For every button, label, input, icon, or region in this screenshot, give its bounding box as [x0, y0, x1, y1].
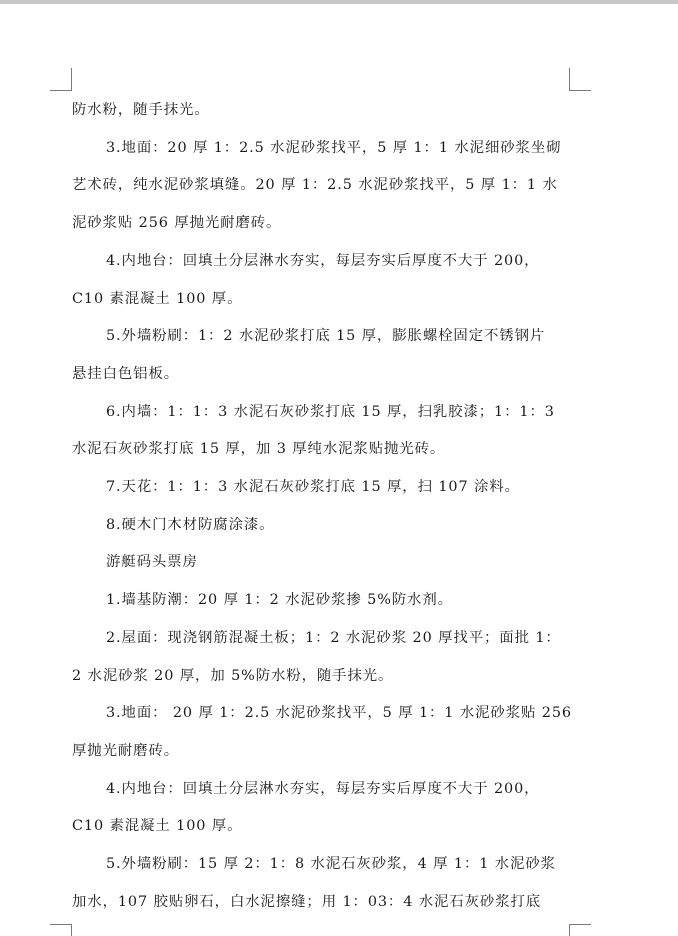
text-line: 3.地面： 20 厚 1：2.5 水泥砂浆找平，5 厚 1：1 水泥砂浆贴 256 — [106, 705, 572, 722]
text-line: C10 素混凝土 100 厚。 — [72, 290, 243, 307]
text-line: 5.外墙粉刷：15 厚 2：1：8 水泥石灰砂浆，4 厚 1：1 水泥砂浆 — [106, 856, 556, 873]
document-page — [0, 4, 678, 931]
text-line: 3.地面：20 厚 1：2.5 水泥砂浆找平，5 厚 1：1 水泥细砂浆坐砌 — [106, 139, 562, 156]
text-line: 水泥石灰砂浆打底 15 厚，加 3 厚纯水泥浆贴抛光砖。 — [72, 441, 446, 458]
document-body[interactable] — [72, 92, 578, 921]
text-line: 8.硬木门木材防腐涂漆。 — [106, 516, 275, 533]
margin-corner-top-left — [50, 68, 72, 91]
text-line: 泥砂浆贴 256 厚抛光耐磨砖。 — [72, 215, 282, 232]
section-heading: 游艇码头票房 — [106, 554, 198, 571]
text-line: 艺术砖，纯水泥砂浆填缝。20 厚 1：2.5 水泥砂浆找平，5 厚 1：1 水 — [72, 177, 558, 194]
text-line: 6.内墙：1：1：3 水泥石灰砂浆打底 15 厚，扫乳胶漆；1：1：3 — [106, 403, 555, 420]
text-line: 防水粉，随手抹光。 — [72, 102, 210, 118]
text-line: 5.外墙粉刷：1：2 水泥砂浆打底 15 厚，膨胀螺栓固定不锈钢片 — [106, 328, 546, 345]
text-line: 7.天花：1：1：3 水泥石灰砂浆打底 15 厚，扫 107 涂料。 — [106, 479, 520, 496]
text-line: 加水，107 胶贴卵石，白水泥擦缝；用 1：03：4 水泥石灰砂浆打底 — [72, 893, 542, 910]
text-line: 悬挂白色铝板。 — [72, 365, 180, 382]
text-line: 4.内地台：回填土分层淋水夯实，每层夯实后厚度不大于 200， — [106, 252, 540, 269]
text-line: 厚抛光耐磨砖。 — [72, 742, 180, 759]
text-line: C10 素混凝土 100 厚。 — [72, 818, 243, 835]
margin-corner-top-right — [569, 68, 591, 91]
margin-corner-bottom-right — [569, 924, 591, 936]
text-line: 1.墙基防潮：20 厚 1：2 水泥砂浆掺 5%防水剂。 — [106, 592, 453, 609]
margin-corner-bottom-left — [50, 924, 72, 936]
text-line: 2.屋面：现浇钢筋混凝土板；1：2 水泥砂浆 20 厚找平；面批 1： — [106, 629, 561, 646]
text-line: 2 水泥砂浆 20 厚，加 5%防水粉，随手抹光。 — [72, 667, 394, 684]
text-line: 4.内地台：回填土分层淋水夯实，每层夯实后厚度不大于 200， — [106, 780, 540, 797]
